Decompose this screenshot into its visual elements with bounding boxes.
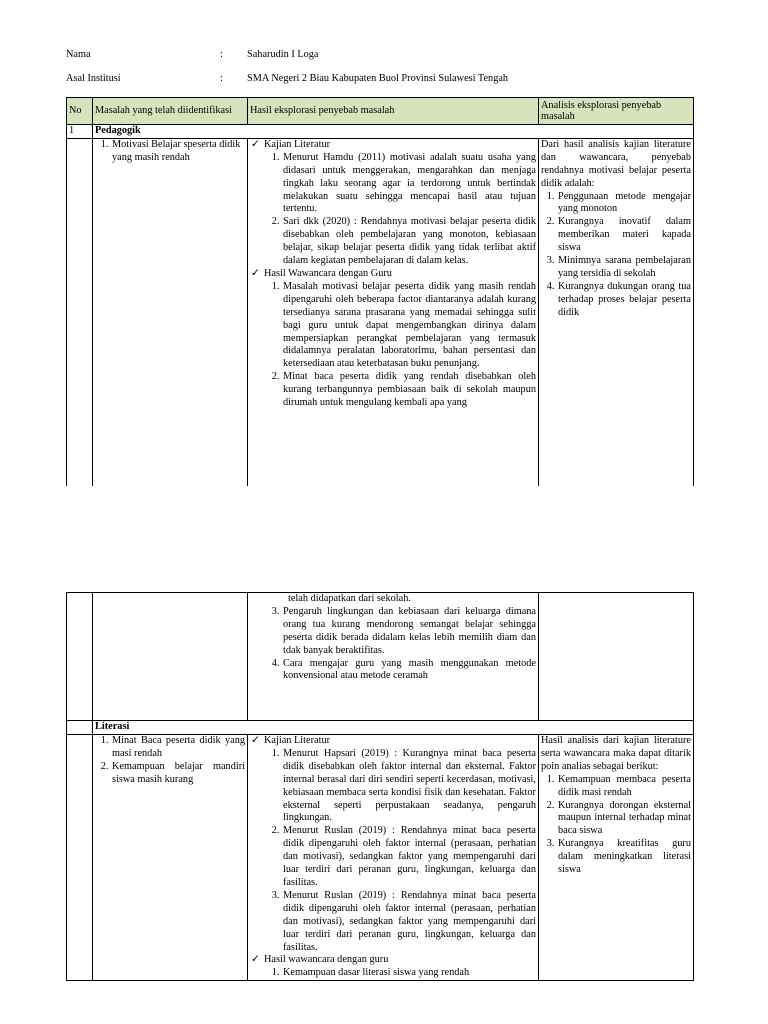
kajian-literatur-title: Kajian Literatur <box>264 138 331 150</box>
masalah-item: 2. Kemampuan belajar mandiri siswa masih kurang <box>111 761 245 787</box>
row-number-empty <box>67 721 93 735</box>
kajian-item: 2. Menurut Ruslan (2019) : Rendahnya minat baca peserta didik dipengaruhi oleh faktor internal (perasaan, perhatian dan motivasi), sedangkan faktor yang mempengaruhi dari luar terdiri dari peranan guru, lingkungan, keluarga dan fasilitas. <box>282 825 536 890</box>
analisis-cell <box>539 735 694 981</box>
nama-colon: : <box>220 49 223 60</box>
col-header-hasil: Hasil eksplorasi penyebab masalah <box>248 98 539 125</box>
kajian-literatur-block <box>250 139 536 268</box>
analisis-item: 1. Kemampuan membaca peserta didik masi rendah <box>557 774 691 800</box>
analisis-intro: Hasil analisis dari kajian literature serta wawancara maka dapat ditarik poin analias sebagai berikut: <box>541 735 691 772</box>
masalah-cell-empty <box>93 593 248 721</box>
wawancara-item: 1. Kemampuan dasar literasi siswa yang rendah <box>282 967 536 980</box>
wawancara-item: 3. Pengaruh lingkungan dan kebiasaan dari keluarga dimana orang tua kurang mendorong semangat belajar sehingga peserta didik berada didalam kelas lebih memilih diam dan tdak banyak beraktifitas. <box>282 606 536 658</box>
check-icon: ✓ <box>251 138 260 150</box>
check-icon: ✓ <box>251 735 260 746</box>
wawancara-item: 2. Minat baca peserta didik yang rendah disebabkan oleh kurang terbangunnya pembiasaan baik di sekolah maupun dirumah untuk mengulang kembali apa yang <box>282 371 536 410</box>
asal-institusi-label: Asal Institusi <box>66 73 121 84</box>
nama-value: Saharudin I Loga <box>247 49 319 60</box>
analisis-cell <box>539 138 694 486</box>
check-icon: ✓ <box>251 267 260 279</box>
wawancara-item: 4. Cara mengajar guru yang masih menggunakan metode konvensional atau metode ceramah <box>282 658 536 684</box>
analisis-item: 1. Penggunaan metode mengajar yang monoton <box>557 191 691 217</box>
nama-label: Nama <box>66 49 91 60</box>
hasil-cell <box>248 138 539 486</box>
col-header-masalah: Masalah yang telah diidentifikasi <box>93 98 248 125</box>
hasil-cell <box>248 735 539 981</box>
analisis-item: 2. Kurangnya inovatif dalam memberikan materi kapada siswa <box>557 216 691 255</box>
kajian-item: 1. Menurut Hapsari (2019) : Kurangnya minat baca peserta didik disebabkan oleh faktor internal dan eksternal. Faktor internal berasal dari diri sendiri seperti kecerdasan, motivasi, kebiasaan membaca serta kondisi fisik dan kesehatan. Faktor eksternal seperti perpustakaan seadanya, pengaruh lingkungan. <box>282 748 536 825</box>
wawancara-block <box>250 954 536 980</box>
kajian-item: 3. Menurut Ruslan (2019) : Rendahnya minat baca peserta didik dipengaruhi oleh faktor internal (perasaan, perhatian dan motivasi), sedangkan faktor yang mempengaruhi dari luar terdiri dari peranan guru, lingkungan, keluarga dan fasilitas. <box>282 890 536 955</box>
asal-institusi-row <box>66 73 706 87</box>
kajian-item: 2. Sari dkk (2020) : Rendahnya motivasi belajar peserta didik disebabkan oleh pembelajaran yang monoton, kebiasaan belajar, sikap belajar peserta didik yang tidak terlibat aktif dalam kegiatan pembelajaran di dalam kelas. <box>282 216 536 268</box>
wawancara-item: 1. Masalah motivasi belajar peserta didik yang masih rendah dipengaruhi oleh beberapa factor diantaranya adalah kurang tersedianya sarana prasarana yang memadai sehingga sulit bagi guru untuk dapat mengembangkan dirinya dalam mempersiapkan perangkat pembelajaran yang termasuk didalamnya peralatan laboratorimu, bahan persentasi dan ketersediaan atau keterbatasan buku penunjang. <box>282 281 536 371</box>
nama-row <box>66 49 706 63</box>
masalah-cell <box>93 735 248 981</box>
masalah-item: 1. Motivasi Belajar speserta didik yang masih rendah <box>111 139 245 165</box>
check-icon: ✓ <box>251 954 260 966</box>
asal-institusi-colon: : <box>220 73 223 84</box>
page-break <box>0 486 768 592</box>
section-title-literasi: Literasi <box>93 721 694 735</box>
row-number: 1 <box>67 125 93 139</box>
kajian-literatur-block <box>250 735 536 954</box>
kajian-literatur-title: Kajian Literatur <box>264 735 331 746</box>
section-title-pedagogik: Pedagogik <box>93 125 694 139</box>
analisis-item: 2. Kurangnya dorongan eksternal maupun internal terhadap minat baca siswa <box>557 800 691 839</box>
hasil-cell-continued <box>248 593 539 721</box>
row-number-empty <box>67 735 93 981</box>
analisis-item: 3. Minimnya sarana pembelajaran yang tersidia di sekolah <box>557 255 691 281</box>
kajian-item: 1. Menurut Hamdu (2011) motivasi adalah suatu usaha yang didasari untuk menggerakan, mengarahkan dan menjaga tingkah laku seorang agar ia terdorong untuk bertindak melakukan suatu sehingga mencapai hasil atau tujuan tertentu. <box>282 152 536 217</box>
analisis-item: 4. Kurangnya dukungan orang tua terhadap proses belajar peserta didik <box>557 281 691 320</box>
masalah-cell <box>93 138 248 486</box>
row-number-empty <box>67 138 93 486</box>
problem-table-part-1 <box>66 97 694 487</box>
col-header-no: No <box>67 98 93 125</box>
asal-institusi-value: SMA Negeri 2 Biau Kabupaten Buol Provinsi Sulawesi Tengah <box>247 73 509 84</box>
analisis-cell-empty <box>539 593 694 721</box>
row-number-empty <box>67 593 93 721</box>
col-header-analisis: Analisis eksplorasi penyebab masalah <box>539 98 694 125</box>
continued-text: telah didapatkan dari sekolah. <box>288 593 411 604</box>
analisis-intro: Dari hasil analisis kajian literature dan wawancara, penyebab rendahnya motivasi belajar peserta didik adalah: <box>541 138 691 189</box>
wawancara-title: Hasil wawancara dengan guru <box>264 954 389 966</box>
problem-table-part-2 <box>66 592 694 981</box>
wawancara-title: Hasil Wawancara dengan Guru <box>264 267 392 279</box>
wawancara-block <box>250 268 536 410</box>
masalah-item: 1. Minat Baca peserta didik yang masi rendah <box>111 735 245 761</box>
analisis-item: 3. Kurangnya kreatifitas guru dalam meningkatkan literasi siswa <box>557 838 691 877</box>
